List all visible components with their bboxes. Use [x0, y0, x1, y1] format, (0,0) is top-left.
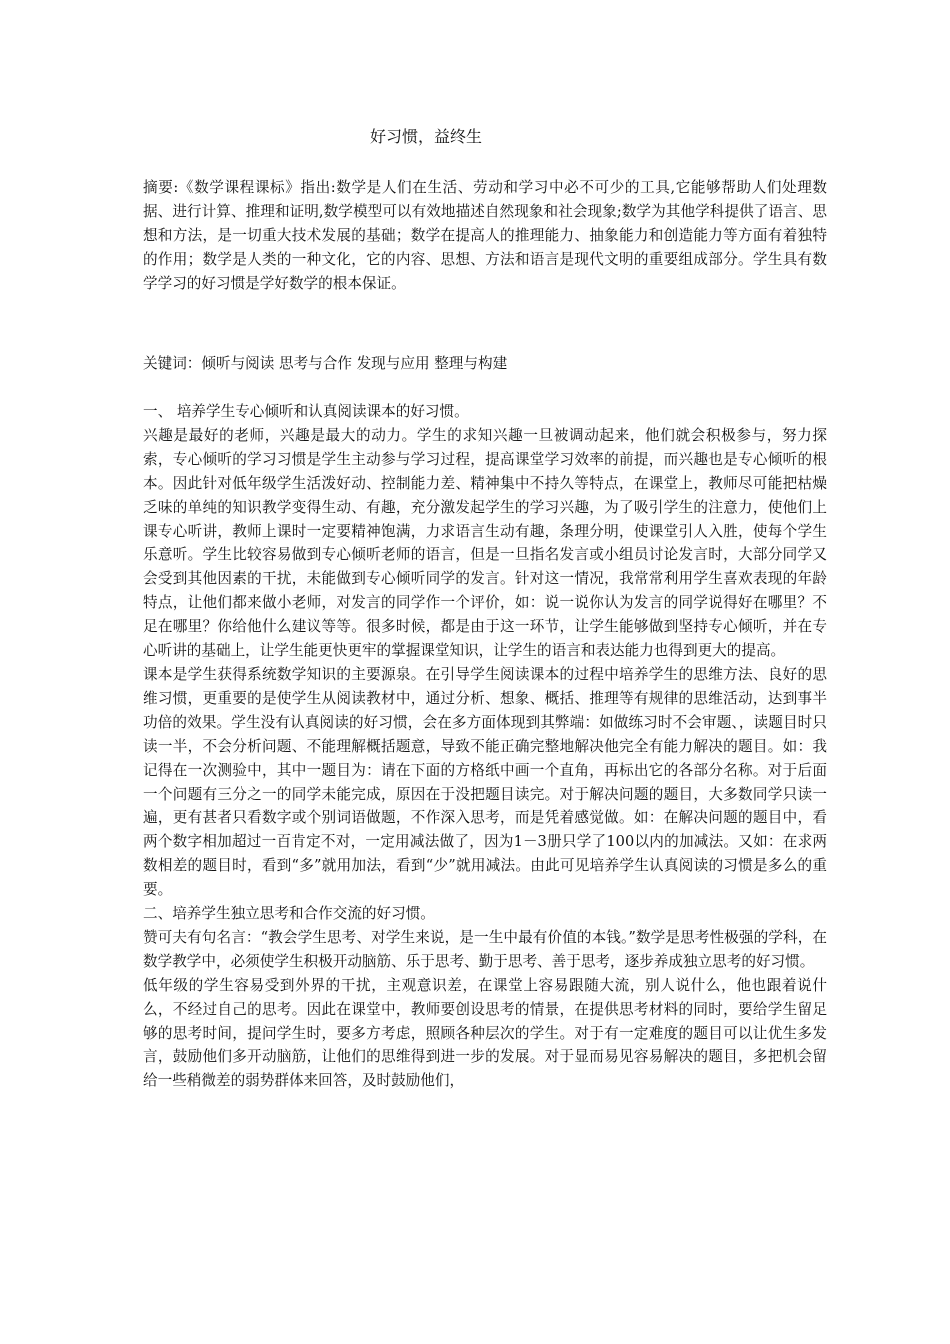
- section-2-paragraph-1: 赞可夫有句名言：“教会学生思考、对学生来说，是一生中最有价值的本钱。”数学是思考性极强的学科，在数学教学中，必须使学生积极开动脑筋、乐于思考、勤于思考、善于思考，逐步养成独立思考的好习惯。: [143, 928, 827, 970]
- section-1-paragraph-1: 兴趣是最好的老师，兴趣是最大的动力。学生的求知兴趣一旦被调动起来，他们就会积极参与，努力探索，专心倾听的学习习惯是学生主动参与学习过程，提高课堂学习效率的前提，而兴趣也是专心倾听的根本。因此针对低年级学生活泼好动、控制能力差、精神集中不持久等特点，在课堂上，教师尽可能把枯燥乏味的单纯的知识教学变得生动、有趣，充分激发起学生的学习兴趣，为了吸引学生的注意力，使他们上课专心听讲，教师上课时一定要精神饱满，力求语言生动有趣，条理分明，使课堂引人入胜，使每个学生乐意听。学生比较容易做到专心倾听老师的语言，但是一旦指名发言或小组员讨论发言时，大部分同学又会受到其他因素的干扰，未能做到专心倾听同学的发言。针对这一情况，我常常利用学生喜欢表现的年龄特点，让他们都来做小老师，对发言的同学作一个评价，如：说一说你认为发言的同学说得好在哪里？不足在哪里？你给他什么建议等等。很多时候，都是由于这一环节，让学生能够做到坚持专心倾听，并在专心听讲的基础上，让学生能更快更牢的掌握课堂知识，让学生的语言和表达能力也得到更大的提高。: [143, 426, 827, 660]
- section-1-heading: 一、 培养学生专心倾听和认真阅读课本的好习惯。: [143, 403, 469, 420]
- abstract-paragraph: 摘要:《数学课程课标》指出:数学是人们在生活、劳动和学习中必不可少的工具,它能够帮助人们处理数据、进行计算、推理和证明,数学模型可以有效地描述自然现象和社会现象;数学为其他学科提供了语言、思想和方法，是一切重大技术发展的基础；数学在提高人的推理能力、抽象能力和创造能力等方面有着独特的作用；数学是人类的一种文化，它的内容、思想、方法和语言是现代文明的重要组成部分。学生具有数学学习的好习惯是学好数学的根本保证。: [143, 179, 827, 292]
- document-title: 好习惯，益终生: [370, 127, 483, 146]
- section-2-heading: 二、培养学生独立思考和合作交流的好习惯。: [143, 905, 435, 923]
- keywords-line: 关键词：倾听与阅读 思考与合作 发现与应用 整理与构建: [143, 355, 508, 372]
- section-2-paragraph-2: 低年级的学生容易受到外界的干扰，主观意识差，在课堂上容易跟随大流，别人说什么，他也跟着说什么，不经过自己的思考。因此在课堂中，教师要创设思考的情景，在提供思考材料的同时，要给学生留足够的思考时间，提问学生时，要多方考虑，照顾各种层次的学生。对于有一定难度的题目可以让优生多发言，鼓励他们多开动脑筋，让他们的思维得到进一步的发展。对于显而易见容易解决的题目，多把机会留给一些稍微差的弱势群体来回答，及时鼓励他们，: [143, 976, 827, 1090]
- keywords-block: [143, 352, 827, 376]
- body-text: [143, 400, 827, 1093]
- section-1-paragraph-2: 课本是学生获得系统数学知识的主要源泉。在引导学生阅读课本的过程中培养学生的思维方法、良好的思维习惯，更重要的是使学生从阅读教材中，通过分析、想象、概括、推理等有规律的思维活动，达到事半功倍的效果。学生没有认真阅读的好习惯，会在多方面体现到其弊端：如做练习时不会审题、，读题目时只读一半，不会分析问题、不能理解概括题意，导致不能正确完整地解决他完全有能力解决的题目。如：我记得在一次测验中，其中一题目为：请在下面的方格纸中画一个直角，再标出它的各部分名称。对于后面一个问题有三分之一的同学未能完成，原因在于没把题目读完。对于解决问题的题目，大多数同学只读一遍，更有甚者只看数字或个别词语做题，不作深入思考，而是凭着感觉做。如：在解决问题的题目中，看两个数字相加超过一百肯定不对，一定用减法做了，因为1－3册只学了100以内的加减法。又如：在求两数相差的题目时，看到“多”就用加法，看到“少”就用减法。由此可见培养学生认真阅读的习惯是多么的重要。: [143, 665, 827, 899]
- abstract-block: [143, 176, 827, 296]
